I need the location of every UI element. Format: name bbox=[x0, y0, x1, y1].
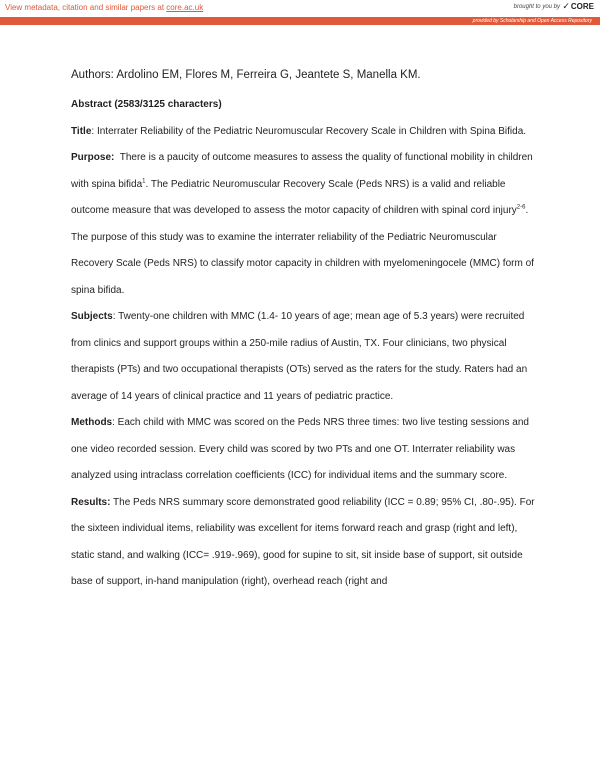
purpose-text-3: . The purpose of this study was to examine the interrater reliability of the Pediatric Neuromuscular Recovery Scale (Peds NRS) to classify motor capacity in children with myelomeningocele (MMC) form of spina bifida. bbox=[71, 205, 534, 296]
provider-bar bbox=[0, 17, 600, 25]
core-logo-text: CORE bbox=[570, 2, 594, 11]
metadata-notice bbox=[5, 3, 203, 12]
title-paragraph bbox=[71, 119, 541, 146]
core-link[interactable]: core.ac.uk bbox=[166, 3, 204, 12]
metadata-prefix: View metadata, citation and similar papers at bbox=[5, 3, 167, 12]
subjects-label: Subjects bbox=[71, 311, 113, 322]
core-banner bbox=[0, 0, 600, 17]
methods-label: Methods bbox=[71, 417, 113, 428]
authors-line: Authors: Ardolino EM, Flores M, Ferreira G, Jeantete S, Manella KM. bbox=[71, 69, 421, 81]
results-paragraph bbox=[71, 490, 541, 596]
provider-text: provided by Scholarship and Open Access Repository bbox=[472, 18, 592, 24]
purpose-text-2: . The Pediatric Neuromuscular Recovery Scale (Peds NRS) is a valid and reliable outcome measure that was developed to assess the motor capacity of children with spinal cord injury bbox=[71, 178, 517, 216]
purpose-paragraph bbox=[71, 145, 541, 304]
purpose-ref-2: 2-6 bbox=[516, 204, 526, 211]
subjects-paragraph bbox=[71, 304, 541, 410]
subjects-text: : Twenty-one children with MMC (1.4- 10 years of age; mean age of 5.3 years) were recruited from clinics and support groups within a 250-mile radius of Austin, TX. Four clinicians, two physical therapists (PTs) and two occupational therapists (OTs) served as the raters for the study. Raters had an average of 14 years of clinical practice and 11 years of pediatric practice. bbox=[71, 311, 528, 402]
purpose-ref-1: 1 bbox=[142, 178, 146, 185]
methods-paragraph bbox=[71, 410, 541, 490]
abstract-heading: Abstract (2583/3125 characters) bbox=[71, 99, 222, 110]
purpose-label: Purpose: bbox=[71, 152, 115, 163]
brought-by-text: brought to you by bbox=[513, 4, 560, 10]
title-text: : Interrater Reliability of the Pediatric Neuromuscular Recovery Scale in Children with Spina Bifida. bbox=[91, 125, 527, 137]
core-logo-icon: ✓ bbox=[562, 1, 570, 11]
paper-page bbox=[71, 66, 541, 596]
core-logo[interactable] bbox=[562, 1, 594, 12]
title-label: Title bbox=[71, 125, 92, 137]
results-label: Results: bbox=[71, 496, 111, 508]
results-text: The Peds NRS summary score demonstrated good reliability (ICC = 0.89; 95% CI, .80-.95). For the sixteen individual items, reliability was excellent for items forward reach and grasp (right and left), static stand, and walking (ICC= .919-.969), good for supine to sit, sit inside base of support, sit outside base of support, in-hand manipulation (right), overhead reach (right and bbox=[71, 496, 535, 587]
purpose-text-1: There is a paucity of outcome measures to assess the quality of functional mobility in children with spina bifida bbox=[71, 152, 533, 190]
methods-text: : Each child with MMC was scored on the Peds NRS three times: two live testing sessions and one video recorded session. Every child was scored by two PTs and one OT. Interrater reliability was analyzed using intraclass correlation coefficients (ICC) for individual items and the summary score. bbox=[71, 417, 529, 481]
